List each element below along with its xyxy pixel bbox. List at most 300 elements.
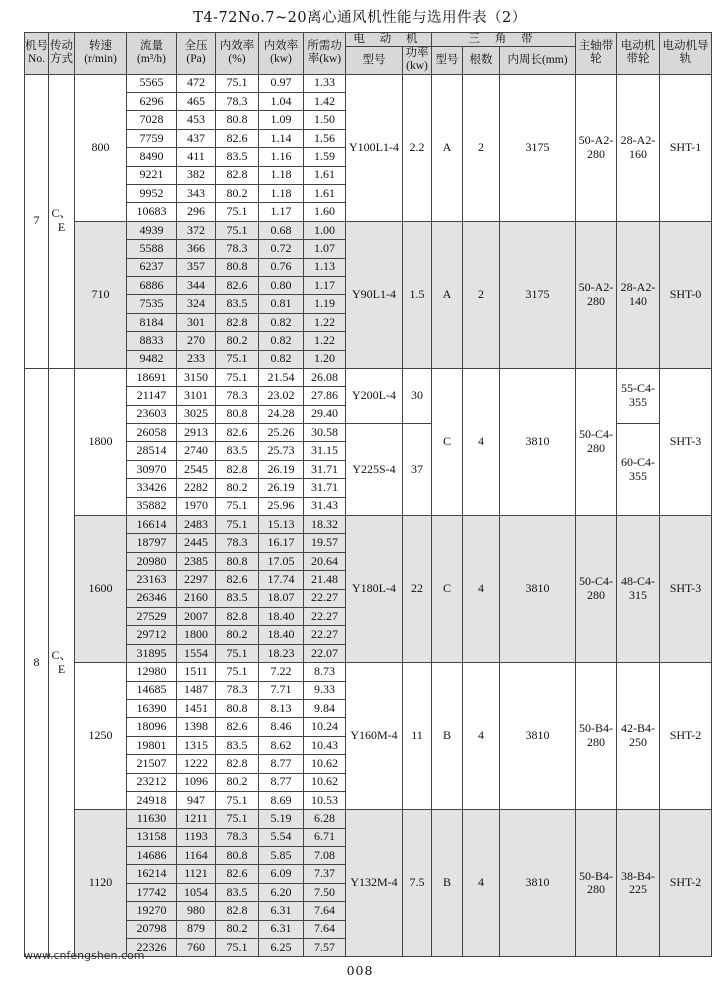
- internal-power-cell: 0.82: [259, 313, 304, 331]
- header-belt-model: 型号: [432, 47, 463, 74]
- motor-power-cell: 22: [403, 516, 432, 663]
- main-pulley-cell: 50-C4-280: [576, 368, 617, 515]
- footer-url: www.cnfengshen.com: [24, 949, 145, 962]
- pressure-cell: 1222: [177, 755, 216, 773]
- flow-cell: 21507: [127, 755, 177, 773]
- flow-cell: 31895: [127, 644, 177, 662]
- flow-cell: 33426: [127, 479, 177, 497]
- efficiency-cell: 80.2: [216, 332, 259, 350]
- header-main-pulley: 主轴带轮: [576, 33, 617, 75]
- efficiency-cell: 75.1: [216, 74, 259, 92]
- motor-pulley-cell: 28-A2-160: [617, 74, 660, 221]
- header-flow: 流量(m³/h): [127, 33, 177, 75]
- flow-cell: 18797: [127, 534, 177, 552]
- motor-rail-cell: SHT-0: [660, 221, 712, 368]
- required-power-cell: 1.59: [304, 148, 346, 166]
- required-power-cell: 7.64: [304, 902, 346, 920]
- internal-power-cell: 26.19: [259, 479, 304, 497]
- header-motor-pulley: 电动机带轮: [617, 33, 660, 75]
- motor-model-cell: Y90L1-4: [346, 221, 403, 368]
- speed-cell: 1600: [75, 516, 127, 663]
- flow-cell: 20798: [127, 920, 177, 938]
- header-motor: 电 动 机: [346, 33, 432, 47]
- required-power-cell: 8.73: [304, 663, 346, 681]
- motor-model-cell: Y100L1-4: [346, 74, 403, 221]
- efficiency-cell: 80.8: [216, 111, 259, 129]
- required-power-cell: 7.08: [304, 847, 346, 865]
- efficiency-cell: 82.6: [216, 424, 259, 442]
- flow-cell: 7759: [127, 129, 177, 147]
- internal-power-cell: 1.18: [259, 166, 304, 184]
- internal-power-cell: 1.18: [259, 185, 304, 203]
- flow-cell: 8833: [127, 332, 177, 350]
- header-motor-rail: 电动机导轨: [660, 33, 712, 75]
- speed-cell: 1800: [75, 368, 127, 515]
- motor-pulley-cell: 48-C4-315: [617, 516, 660, 663]
- efficiency-cell: 83.5: [216, 442, 259, 460]
- pressure-cell: 1511: [177, 663, 216, 681]
- internal-power-cell: 6.20: [259, 883, 304, 901]
- required-power-cell: 1.61: [304, 166, 346, 184]
- efficiency-cell: 80.8: [216, 847, 259, 865]
- required-power-cell: 19.57: [304, 534, 346, 552]
- flow-cell: 6237: [127, 258, 177, 276]
- flow-cell: 30970: [127, 460, 177, 478]
- internal-power-cell: 17.05: [259, 552, 304, 570]
- motor-pulley-cell: 60-C4-355: [617, 424, 660, 516]
- pressure-cell: 1121: [177, 865, 216, 883]
- flow-cell: 23603: [127, 405, 177, 423]
- pressure-cell: 324: [177, 295, 216, 313]
- required-power-cell: 7.37: [304, 865, 346, 883]
- pressure-cell: 453: [177, 111, 216, 129]
- motor-power-cell: 30: [403, 368, 432, 423]
- flow-cell: 23163: [127, 571, 177, 589]
- pressure-cell: 2483: [177, 516, 216, 534]
- flow-cell: 20980: [127, 552, 177, 570]
- belt-length-cell: 3810: [500, 368, 576, 515]
- required-power-cell: 7.57: [304, 939, 346, 957]
- internal-power-cell: 23.02: [259, 387, 304, 405]
- machine-no-cell: 7: [25, 74, 49, 368]
- flow-cell: 9952: [127, 185, 177, 203]
- internal-power-cell: 17.74: [259, 571, 304, 589]
- flow-cell: 6296: [127, 93, 177, 111]
- belt-count-cell: 4: [463, 516, 500, 663]
- pressure-cell: 2545: [177, 460, 216, 478]
- efficiency-cell: 75.1: [216, 810, 259, 828]
- required-power-cell: 26.08: [304, 368, 346, 386]
- belt-length-cell: 3810: [500, 663, 576, 810]
- flow-cell: 24918: [127, 791, 177, 809]
- internal-power-cell: 18.40: [259, 626, 304, 644]
- flow-cell: 19270: [127, 902, 177, 920]
- header-belt-count: 根数: [463, 47, 500, 74]
- efficiency-cell: 80.8: [216, 258, 259, 276]
- internal-power-cell: 1.04: [259, 93, 304, 111]
- internal-power-cell: 25.96: [259, 497, 304, 515]
- speed-cell: 800: [75, 74, 127, 221]
- required-power-cell: 9.84: [304, 699, 346, 717]
- efficiency-cell: 75.1: [216, 221, 259, 239]
- header-motor-model: 型号: [346, 47, 403, 74]
- header-efficiency: 内效率(%): [216, 33, 259, 75]
- efficiency-cell: 82.8: [216, 755, 259, 773]
- belt-count-cell: 4: [463, 663, 500, 810]
- efficiency-cell: 75.1: [216, 497, 259, 515]
- pressure-cell: 2282: [177, 479, 216, 497]
- belt-length-cell: 3810: [500, 516, 576, 663]
- page-number: 008: [346, 963, 374, 978]
- header-speed: 转速(r/min): [75, 33, 127, 75]
- efficiency-cell: 78.3: [216, 681, 259, 699]
- required-power-cell: 1.42: [304, 93, 346, 111]
- required-power-cell: 1.19: [304, 295, 346, 313]
- header-motor-power: 功率(kw): [403, 47, 432, 74]
- pressure-cell: 2445: [177, 534, 216, 552]
- drive-cell: C、E: [49, 368, 75, 957]
- required-power-cell: 31.71: [304, 479, 346, 497]
- table-header: [25, 33, 712, 75]
- internal-power-cell: 6.09: [259, 865, 304, 883]
- internal-power-cell: 0.68: [259, 221, 304, 239]
- pressure-cell: 270: [177, 332, 216, 350]
- flow-cell: 6886: [127, 276, 177, 294]
- pressure-cell: 301: [177, 313, 216, 331]
- motor-rail-cell: SHT-1: [660, 74, 712, 221]
- internal-power-cell: 0.80: [259, 276, 304, 294]
- pressure-cell: 2913: [177, 424, 216, 442]
- efficiency-cell: 82.8: [216, 460, 259, 478]
- efficiency-cell: 78.3: [216, 387, 259, 405]
- internal-power-cell: 5.54: [259, 828, 304, 846]
- internal-power-cell: 0.76: [259, 258, 304, 276]
- efficiency-cell: 80.8: [216, 699, 259, 717]
- flow-cell: 29712: [127, 626, 177, 644]
- efficiency-cell: 75.1: [216, 939, 259, 957]
- belt-model-cell: A: [432, 74, 463, 221]
- required-power-cell: 1.22: [304, 332, 346, 350]
- flow-cell: 12980: [127, 663, 177, 681]
- belt-count-cell: 4: [463, 368, 500, 515]
- required-power-cell: 20.64: [304, 552, 346, 570]
- required-power-cell: 7.64: [304, 920, 346, 938]
- motor-pulley-cell: 42-B4-250: [617, 663, 660, 810]
- internal-power-cell: 8.13: [259, 699, 304, 717]
- table-row: [25, 368, 712, 386]
- flow-cell: 27529: [127, 607, 177, 625]
- required-power-cell: 29.40: [304, 405, 346, 423]
- internal-power-cell: 0.72: [259, 240, 304, 258]
- efficiency-cell: 75.1: [216, 203, 259, 221]
- header-pressure: 全压(Pa): [177, 33, 216, 75]
- flow-cell: 21147: [127, 387, 177, 405]
- motor-model-cell: Y200L-4: [346, 368, 403, 423]
- pressure-cell: 879: [177, 920, 216, 938]
- pressure-cell: 1800: [177, 626, 216, 644]
- internal-power-cell: 6.25: [259, 939, 304, 957]
- pressure-cell: 3150: [177, 368, 216, 386]
- required-power-cell: 27.86: [304, 387, 346, 405]
- flow-cell: 9221: [127, 166, 177, 184]
- efficiency-cell: 82.6: [216, 129, 259, 147]
- flow-cell: 16614: [127, 516, 177, 534]
- internal-power-cell: 24.28: [259, 405, 304, 423]
- pressure-cell: 2740: [177, 442, 216, 460]
- speed-cell: 1120: [75, 810, 127, 957]
- flow-cell: 18096: [127, 718, 177, 736]
- pressure-cell: 366: [177, 240, 216, 258]
- required-power-cell: 10.53: [304, 791, 346, 809]
- belt-model-cell: A: [432, 221, 463, 368]
- flow-cell: 14685: [127, 681, 177, 699]
- required-power-cell: 1.56: [304, 129, 346, 147]
- required-power-cell: 10.62: [304, 755, 346, 773]
- main-pulley-cell: 50-B4-280: [576, 810, 617, 957]
- internal-power-cell: 18.23: [259, 644, 304, 662]
- pressure-cell: 1211: [177, 810, 216, 828]
- efficiency-cell: 78.3: [216, 534, 259, 552]
- efficiency-cell: 80.2: [216, 626, 259, 644]
- required-power-cell: 7.50: [304, 883, 346, 901]
- required-power-cell: 1.17: [304, 276, 346, 294]
- internal-power-cell: 8.69: [259, 791, 304, 809]
- motor-model-cell: Y225S-4: [346, 424, 403, 516]
- required-power-cell: 1.00: [304, 221, 346, 239]
- flow-cell: 16390: [127, 699, 177, 717]
- belt-length-cell: 3175: [500, 74, 576, 221]
- required-power-cell: 22.27: [304, 589, 346, 607]
- pressure-cell: 980: [177, 902, 216, 920]
- required-power-cell: 1.61: [304, 185, 346, 203]
- pressure-cell: 465: [177, 93, 216, 111]
- internal-power-cell: 1.16: [259, 148, 304, 166]
- pressure-cell: 1487: [177, 681, 216, 699]
- header-v-belt: 三 角 带: [432, 33, 576, 47]
- efficiency-cell: 82.6: [216, 718, 259, 736]
- efficiency-cell: 80.2: [216, 773, 259, 791]
- pressure-cell: 344: [177, 276, 216, 294]
- flow-cell: 5565: [127, 74, 177, 92]
- required-power-cell: 31.71: [304, 460, 346, 478]
- efficiency-cell: 80.2: [216, 185, 259, 203]
- main-pulley-cell: 50-A2-280: [576, 74, 617, 221]
- required-power-cell: 1.07: [304, 240, 346, 258]
- internal-power-cell: 8.77: [259, 773, 304, 791]
- belt-length-cell: 3810: [500, 810, 576, 957]
- internal-power-cell: 8.62: [259, 736, 304, 754]
- efficiency-cell: 82.8: [216, 313, 259, 331]
- belt-model-cell: B: [432, 810, 463, 957]
- motor-pulley-cell: 28-A2-140: [617, 221, 660, 368]
- required-power-cell: 10.24: [304, 718, 346, 736]
- pressure-cell: 1970: [177, 497, 216, 515]
- internal-power-cell: 0.81: [259, 295, 304, 313]
- flow-cell: 8184: [127, 313, 177, 331]
- internal-power-cell: 16.17: [259, 534, 304, 552]
- efficiency-cell: 78.3: [216, 240, 259, 258]
- efficiency-cell: 80.2: [216, 479, 259, 497]
- pressure-cell: 382: [177, 166, 216, 184]
- header-machine-no: 机号No.: [25, 33, 49, 75]
- flow-cell: 14686: [127, 847, 177, 865]
- motor-rail-cell: SHT-3: [660, 516, 712, 663]
- efficiency-cell: 80.8: [216, 405, 259, 423]
- pressure-cell: 1554: [177, 644, 216, 662]
- speed-cell: 1250: [75, 663, 127, 810]
- internal-power-cell: 7.71: [259, 681, 304, 699]
- belt-count-cell: 2: [463, 221, 500, 368]
- required-power-cell: 10.43: [304, 736, 346, 754]
- internal-power-cell: 1.17: [259, 203, 304, 221]
- table-row: [25, 663, 712, 681]
- table-row: [25, 516, 712, 534]
- efficiency-cell: 82.8: [216, 166, 259, 184]
- header-internal-power: 内效率(kw): [259, 33, 304, 75]
- motor-model-cell: Y180L-4: [346, 516, 403, 663]
- efficiency-cell: 80.2: [216, 920, 259, 938]
- required-power-cell: 9.33: [304, 681, 346, 699]
- belt-length-cell: 3175: [500, 221, 576, 368]
- flow-cell: 7028: [127, 111, 177, 129]
- required-power-cell: 1.13: [304, 258, 346, 276]
- machine-no-cell: 8: [25, 368, 49, 957]
- efficiency-cell: 75.1: [216, 791, 259, 809]
- pressure-cell: 1398: [177, 718, 216, 736]
- efficiency-cell: 83.5: [216, 736, 259, 754]
- pressure-cell: 760: [177, 939, 216, 957]
- required-power-cell: 21.48: [304, 571, 346, 589]
- required-power-cell: 22.07: [304, 644, 346, 662]
- internal-power-cell: 1.09: [259, 111, 304, 129]
- required-power-cell: 22.27: [304, 626, 346, 644]
- page-title: T4-72No.7~20离心通风机性能与选用件表（2）: [193, 10, 527, 26]
- belt-model-cell: C: [432, 368, 463, 515]
- required-power-cell: 6.28: [304, 810, 346, 828]
- flow-cell: 23212: [127, 773, 177, 791]
- required-power-cell: 18.32: [304, 516, 346, 534]
- efficiency-cell: 80.8: [216, 552, 259, 570]
- motor-power-cell: 7.5: [403, 810, 432, 957]
- efficiency-cell: 78.3: [216, 93, 259, 111]
- efficiency-cell: 83.5: [216, 883, 259, 901]
- drive-cell: C、E: [49, 74, 75, 368]
- header-belt-length: 内周长(mm): [500, 47, 576, 74]
- required-power-cell: 10.62: [304, 773, 346, 791]
- header-drive: 传动方式: [49, 33, 75, 75]
- motor-power-cell: 2.2: [403, 74, 432, 221]
- required-power-cell: 31.15: [304, 442, 346, 460]
- motor-rail-cell: SHT-2: [660, 663, 712, 810]
- motor-rail-cell: SHT-2: [660, 810, 712, 957]
- internal-power-cell: 8.77: [259, 755, 304, 773]
- flow-cell: 11630: [127, 810, 177, 828]
- internal-power-cell: 25.73: [259, 442, 304, 460]
- performance-table: [24, 32, 712, 957]
- internal-power-cell: 25.26: [259, 424, 304, 442]
- flow-cell: 10683: [127, 203, 177, 221]
- speed-cell: 710: [75, 221, 127, 368]
- efficiency-cell: 82.6: [216, 865, 259, 883]
- belt-count-cell: 4: [463, 810, 500, 957]
- internal-power-cell: 7.22: [259, 663, 304, 681]
- pressure-cell: 372: [177, 221, 216, 239]
- flow-cell: 18691: [127, 368, 177, 386]
- pressure-cell: 1451: [177, 699, 216, 717]
- required-power-cell: 22.27: [304, 607, 346, 625]
- internal-power-cell: 0.82: [259, 332, 304, 350]
- internal-power-cell: 18.40: [259, 607, 304, 625]
- required-power-cell: 1.50: [304, 111, 346, 129]
- internal-power-cell: 1.14: [259, 129, 304, 147]
- pressure-cell: 2007: [177, 607, 216, 625]
- required-power-cell: 6.71: [304, 828, 346, 846]
- pressure-cell: 1054: [177, 883, 216, 901]
- pressure-cell: 3101: [177, 387, 216, 405]
- required-power-cell: 1.22: [304, 313, 346, 331]
- efficiency-cell: 75.1: [216, 644, 259, 662]
- efficiency-cell: 82.6: [216, 571, 259, 589]
- pressure-cell: 947: [177, 791, 216, 809]
- efficiency-cell: 83.5: [216, 148, 259, 166]
- pressure-cell: 296: [177, 203, 216, 221]
- internal-power-cell: 18.07: [259, 589, 304, 607]
- motor-power-cell: 1.5: [403, 221, 432, 368]
- flow-cell: 13158: [127, 828, 177, 846]
- flow-cell: 4939: [127, 221, 177, 239]
- internal-power-cell: 6.31: [259, 920, 304, 938]
- pressure-cell: 1315: [177, 736, 216, 754]
- internal-power-cell: 5.85: [259, 847, 304, 865]
- pressure-cell: 411: [177, 148, 216, 166]
- efficiency-cell: 83.5: [216, 589, 259, 607]
- motor-power-cell: 37: [403, 424, 432, 516]
- internal-power-cell: 0.97: [259, 74, 304, 92]
- table-row: [25, 810, 712, 828]
- main-pulley-cell: 50-B4-280: [576, 663, 617, 810]
- internal-power-cell: 8.46: [259, 718, 304, 736]
- motor-pulley-cell: 55-C4-355: [617, 368, 660, 423]
- efficiency-cell: 78.3: [216, 828, 259, 846]
- required-power-cell: 1.60: [304, 203, 346, 221]
- pressure-cell: 1193: [177, 828, 216, 846]
- flow-cell: 7535: [127, 295, 177, 313]
- internal-power-cell: 6.31: [259, 902, 304, 920]
- flow-cell: 26058: [127, 424, 177, 442]
- belt-count-cell: 2: [463, 74, 500, 221]
- pressure-cell: 472: [177, 74, 216, 92]
- internal-power-cell: 5.19: [259, 810, 304, 828]
- flow-cell: 16214: [127, 865, 177, 883]
- main-pulley-cell: 50-A2-280: [576, 221, 617, 368]
- pressure-cell: 2160: [177, 589, 216, 607]
- motor-model-cell: Y132M-4: [346, 810, 403, 957]
- required-power-cell: 30.58: [304, 424, 346, 442]
- table-body: [25, 74, 712, 957]
- table-row: [25, 221, 712, 239]
- motor-power-cell: 11: [403, 663, 432, 810]
- internal-power-cell: 26.19: [259, 460, 304, 478]
- flow-cell: 26346: [127, 589, 177, 607]
- internal-power-cell: 21.54: [259, 368, 304, 386]
- flow-cell: 19801: [127, 736, 177, 754]
- efficiency-cell: 75.1: [216, 663, 259, 681]
- pressure-cell: 1096: [177, 773, 216, 791]
- efficiency-cell: 82.8: [216, 902, 259, 920]
- table-row: [25, 74, 712, 92]
- pressure-cell: 233: [177, 350, 216, 368]
- flow-cell: 22326: [127, 939, 177, 957]
